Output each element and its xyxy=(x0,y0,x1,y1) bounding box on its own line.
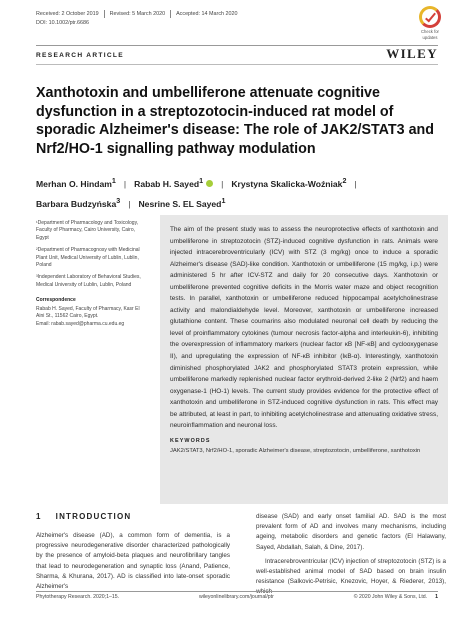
section-divider xyxy=(36,64,438,65)
check-for-updates-icon xyxy=(419,6,441,28)
body-column-left xyxy=(36,512,230,592)
date-separator xyxy=(104,10,105,18)
abstract-panel xyxy=(160,215,448,504)
affiliations-column xyxy=(36,220,148,334)
affiliation-1: ¹Department of Pharmacology and Toxicology, Faculty of Pharmacy, Cairo University, Cairo, Egypt xyxy=(36,220,139,241)
badge-label-1: Check for xyxy=(421,29,439,34)
correspondence-address: Rabab H. Sayed, Faculty of Pharmacy, Kasr El Aini St., 11562 Cairo, Egypt. xyxy=(36,305,140,320)
author-name[interactable]: Barbara Budzyńska xyxy=(36,198,117,209)
page-number: 1 xyxy=(435,594,438,600)
author-affiliation-sup: 1 xyxy=(221,196,226,205)
author-name[interactable]: Rabab H. Sayed xyxy=(134,178,200,189)
footer-divider xyxy=(36,591,438,592)
correspondence-heading: Correspondence xyxy=(36,297,76,304)
badge-label-2: updates xyxy=(422,35,438,40)
revised-date: Revised: 5 March 2020 xyxy=(109,11,166,17)
copyright-notice: © 2020 John Wiley & Sons, Ltd. xyxy=(353,594,428,600)
footer-right xyxy=(354,594,438,600)
article-dates-block xyxy=(36,10,374,32)
author-affiliation-sup: 3 xyxy=(116,196,121,205)
publisher-logo: WILEY xyxy=(386,46,438,61)
author-separator: | xyxy=(123,178,127,189)
abstract-text: The aim of the present study was to assess the neuroprotective effects of xanthotoxin and umbelliferone in streptozotocin (STZ)-induced cognitive dysfunction in rats. Animals were injected intracerebroventricularly (ICV) with STZ (3 mg/kg) once to induce a sporadic Alzheimer's disease (SAD)-like condition. Xanthotoxin or umbelliferone (15 mg/kg, i.p.) were administered 5 hr after ICV-STZ and daily for 20 consecutive days. Xanthotoxin or umbelliferone prevented cognitive deficits in the Morris water maze and object recognition tests. In parallel, xanthotoxin or umbelliferone reduced hippocampal acetylcholinestrase activity and malondialdehyde level. Moreover, xanthotoxin or umbelliferone increased glutathione content. These coumarins also modulated neuronal cell death by reducing the level of proinflammatory cytokines (tumour necrosis factor-alpha and interleukin-6), inhibiting the overexpression of inflammatory markers (nuclear factor κB [NF-κB] and cyclooxygenase II), and upregulating the expression of NF-κB inhibitor (IκB-α). Interestingly, xanthotoxin diminished phosphorylated JAK2 and phosphorylated STAT3 protein expression, while umbelliferone markedly replenished nuclear factor erythroid-derived 2-like 2 (Nrf2) and haem oxygenase-1 (HO-1) levels. The current study provides evidence for the protective effect of xanthotoxin and umbelliferone in STZ-induced cognitive dysfunction in rats. This effect may be attributed, at least in part, to inhibiting acetylcholinestrase and attenuating oxidative stress, neuroinflammation and neuronal loss. xyxy=(170,226,438,430)
journal-url[interactable]: wileyonlinelibrary.com/journal/ptr xyxy=(198,594,274,600)
accepted-date: Accepted: 14 March 2020 xyxy=(176,11,238,17)
keywords-list: JAK2/STAT3, Nrf2/HO-1, sporadic Alzheimer's disease, streptozotocin, umbelliferone, xanthotoxin xyxy=(170,447,421,454)
author-name[interactable]: Merhan O. Hindam xyxy=(36,178,112,189)
check-for-updates-badge[interactable] xyxy=(414,6,446,40)
author-affiliation-sup: 2 xyxy=(342,177,347,185)
author-affiliation-sup: 1 xyxy=(199,177,204,185)
keywords-heading: KEYWORDS xyxy=(170,437,211,444)
page-footer xyxy=(36,594,438,600)
author-line-2 xyxy=(36,193,444,213)
author-name[interactable]: Krystyna Skalicka-Woźniak xyxy=(231,178,343,189)
correspondence-email[interactable]: Email: rabab.sayed@pharma.cu.edu.eg xyxy=(36,321,125,328)
body-paragraph: Alzheimer's disease (AD), a common form of dementia, is a progressive neurodegenerative disorder characterized pathologically by the presence of amyloid-beta plaques and neurofibrillary tangles that lead to neurodegeneration and synaptic loss (Anand, Patience, Sharma, & Khurana, 2017). AD is classified into late-onset sporadic Alzheimer's xyxy=(36,532,230,591)
article-title: Xanthotoxin and umbelliferone attenuate cognitive dysfunction in a streptozotocin-induced rat model of sporadic Alzheimer's disease: The role of JAK2/STAT3 and Nrf2/HO-1 signalling pathway modulation xyxy=(36,85,434,157)
article-type-label: RESEARCH ARTICLE xyxy=(36,52,124,59)
author-separator: | xyxy=(221,178,224,189)
author-line-1 xyxy=(36,173,444,193)
journal-citation: Phytotherapy Research. 2020;1–15. xyxy=(36,594,120,600)
author-separator: | xyxy=(354,178,357,189)
affiliation-2: ²Department of Pharmacognosy with Medicinal Plant Unit, Medical University of Lublin, Lublin, Poland xyxy=(36,247,140,269)
body-paragraph: disease (SAD) and early onset familial AD. SAD is the most prevalent form of AD and involves many mechanisms, including ageing, metabolic disorders and genetic factors (El Halawany, Sayed, Abdallah, Salah, & Dine, 2017). xyxy=(256,513,446,551)
orcid-icon[interactable] xyxy=(206,180,213,187)
dates-row xyxy=(36,10,374,19)
section-number: 1 xyxy=(36,512,42,521)
author-name[interactable]: Nesrine S. EL Sayed xyxy=(138,198,222,209)
section-heading xyxy=(36,512,230,521)
body-column-right xyxy=(256,512,446,598)
doi-link[interactable]: DOI: 10.1002/ptr.6686 xyxy=(36,20,90,26)
section-title: INTRODUCTION xyxy=(55,512,132,521)
received-date: Received: 2 October 2019 xyxy=(36,11,99,17)
header-divider xyxy=(36,45,438,46)
author-list xyxy=(36,173,444,213)
author-separator: | xyxy=(128,198,131,209)
date-separator xyxy=(170,10,171,18)
body-paragraph: Intracerebroventricular (ICV) injection of streptozotocin (STZ) is a well-established animal model of SAD based on brain insulin resistance (Salkovic-Petrisic, Knezovic, Hoyer, & Riederer, 2013), which xyxy=(256,557,446,596)
author-affiliation-sup: 1 xyxy=(111,177,116,185)
affiliation-3: ³Independent Laboratory of Behavioral Studies, Medical University of Lublin, Lublin, Poland xyxy=(36,274,141,288)
